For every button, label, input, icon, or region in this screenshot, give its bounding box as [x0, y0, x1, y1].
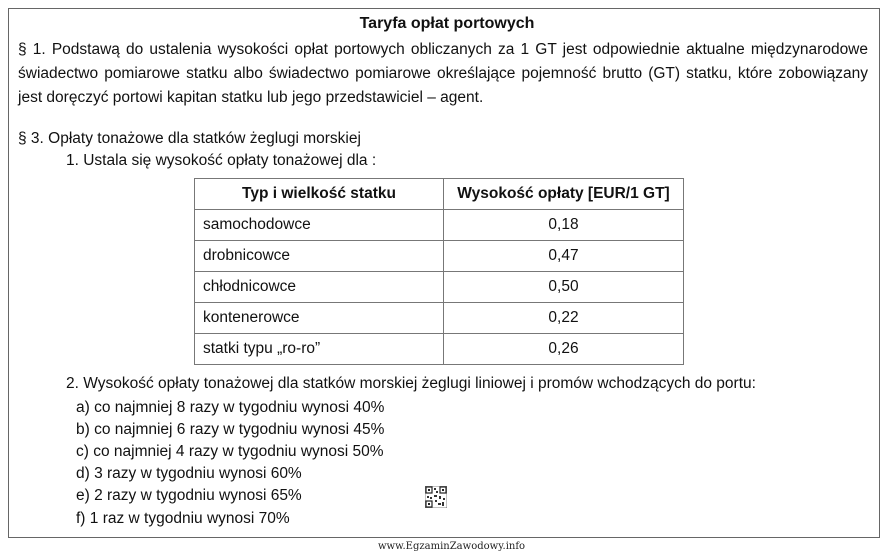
fee-cell: 0,50	[444, 272, 684, 303]
table-row	[195, 303, 684, 334]
ship-type-cell: chłodnicowce	[195, 272, 444, 303]
subitem-c: c) co najmniej 4 razy w tygodniu wynosi 50%	[76, 443, 384, 460]
ship-type-cell: kontenerowce	[195, 303, 444, 334]
fee-table	[194, 178, 684, 365]
table-row	[195, 241, 684, 272]
subitem-f: f) 1 raz w tygodniu wynosi 70%	[76, 510, 290, 527]
ship-type-cell: samochodowce	[195, 210, 444, 241]
qr-code-icon	[425, 486, 447, 508]
subitem-a: a) co najmniej 8 razy w tygodniu wynosi 40%	[76, 399, 385, 416]
section-3-item-1: 1. Ustala się wysokość opłaty tonażowej dla :	[66, 152, 377, 169]
fee-cell: 0,22	[444, 303, 684, 334]
subitem-b: b) co najmniej 6 razy w tygodniu wynosi 45%	[76, 421, 385, 438]
table-row	[195, 334, 684, 365]
fee-cell: 0,26	[444, 334, 684, 365]
column-header-type: Typ i wielkość statku	[195, 179, 444, 210]
table-row	[195, 210, 684, 241]
table-header-row	[195, 179, 684, 210]
section-1-paragraph: § 1. Podstawą do ustalenia wysokości opłat portowych obliczanych za 1 GT jest odpowiednie aktualne międzynarodowe świadectwo pomiarowe statku albo świadectwo pomiarowe określające pojemność brutto (GT) statku, które zobowiązany jest doręczyć portowi kapitan statku lub jego przedstawiciel – agent.	[18, 41, 868, 106]
footer-watermark: www.EgzaminZawodowy.info	[378, 541, 526, 552]
table-row	[195, 272, 684, 303]
subitem-e: e) 2 razy w tygodniu wynosi 65%	[76, 487, 302, 504]
section-3-heading: § 3. Opłaty tonażowe dla statków żeglugi morskiej	[18, 130, 361, 147]
fee-cell: 0,18	[444, 210, 684, 241]
fee-cell: 0,47	[444, 241, 684, 272]
ship-type-cell: drobnicowce	[195, 241, 444, 272]
document-title: Taryfa opłat portowych	[359, 15, 535, 32]
ship-type-cell: statki typu „ro-ro”	[195, 334, 444, 365]
section-3-item-2: 2. Wysokość opłaty tonażowej dla statków morskiej żeglugi liniowej i promów wchodzących do portu:	[66, 375, 756, 392]
subitem-d: d) 3 razy w tygodniu wynosi 60%	[76, 465, 302, 482]
column-header-fee: Wysokość opłaty [EUR/1 GT]	[444, 179, 684, 210]
